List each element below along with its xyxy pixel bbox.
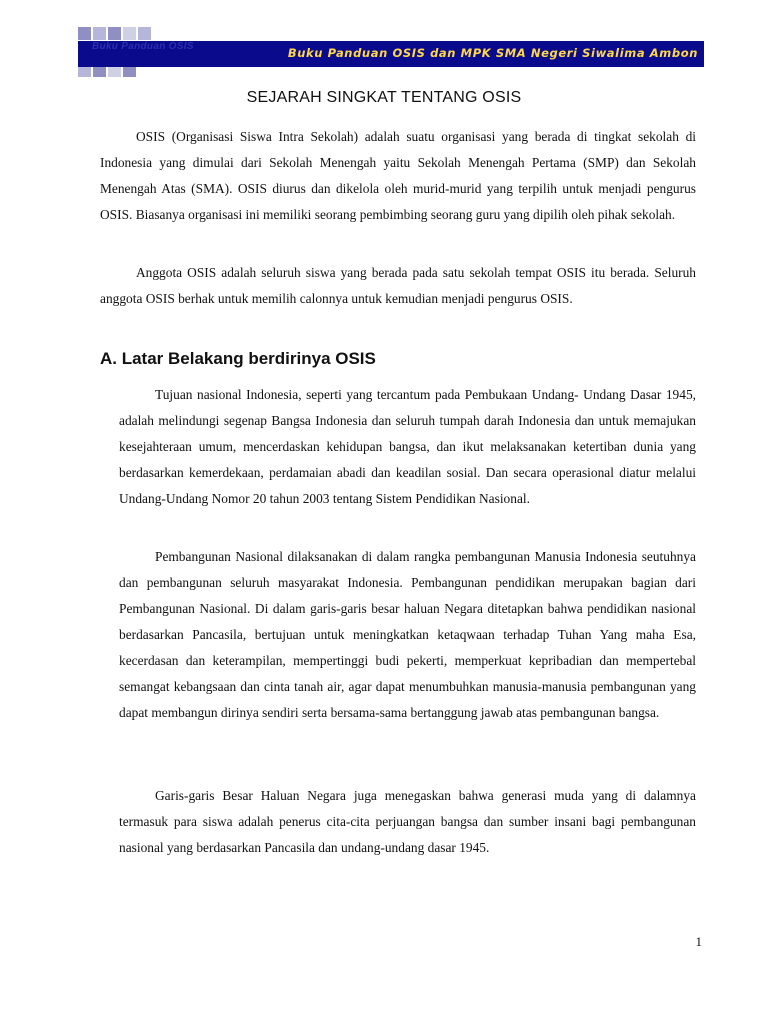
- page-number: 1: [695, 934, 702, 949]
- section-paragraph: Pembangunan Nasional dilaksanakan di dalam rangka pembangunan Manusia Indonesia seutuhnya dan pembangunan seluruh masyarakat Indonesia. Pembangunan pendidikan merupakan bagian dari Pembangunan Nasional. Di dalam garis-garis besar haluan Negara ditetapkan bahwa pendidikan nasional berdasarkan Pancasila, bertujuan untuk meningkatkan ketaqwaan terhadap Tuhan Yang maha Esa, kecerdasan dan keterampilan, mempertinggi budi pekerti, memperkuat kepribadian dan mempertebal semangat kebangsaan dan cinta tanah air, agar dapat menumbuhkan manusia-manusia pembangunan yang dapat membangun dirinya sendiri serta bersama-sama bertanggung jawab atas pembangunan bangsa.: [119, 549, 696, 720]
- intro-paragraph: Anggota OSIS adalah seluruh siswa yang berada pada satu sekolah tempat OSIS itu berada. Seluruh anggota OSIS berhak untuk memilih calonnya untuk kemudian menjadi pengurus OSIS.: [100, 265, 696, 306]
- section-paragraph: Garis-garis Besar Haluan Negara juga menegaskan bahwa generasi muda yang di dalamnya termasuk para siswa adalah penerus cita-cita perjuangan bangsa dan sumber insani bagi pembangunan nasional yang berdasarkan Pancasila dan undang-undang dasar 1945.: [119, 788, 696, 855]
- document-header: [78, 27, 704, 77]
- header-title: Buku Panduan OSIS dan MPK SMA Negeri Siwalima Ambon: [287, 46, 698, 60]
- intro-paragraph: OSIS (Organisasi Siswa Intra Sekolah) adalah suatu organisasi yang berada di tingkat sekolah di Indonesia yang dimulai dari Sekolah Menengah yaitu Sekolah Menengah Pertama (SMP) dan Sekolah Menengah Atas (SMA). OSIS diurus dan dikelola oleh murid-murid yang terpilih untuk menjadi pengurus OSIS. Biasanya organisasi ini memiliki seorang pembimbing seorang guru yang dipilih oleh pihak sekolah.: [100, 129, 696, 222]
- section-paragraph: Tujuan nasional Indonesia, seperti yang tercantum pada Pembukaan Undang- Undang Dasar 1945, adalah melindungi segenap Bangsa Indonesia dan seluruh tumpah darah Indonesia dan untuk memajukan kesejahteraan umum, mencerdaskan kehidupan bangsa, dan ikut melaksanakan ketertiban dunia yang berdasarkan kemerdekaan, perdamaian abadi dan keadilan sosial. Dan secara operasional diatur melalui Undang-Undang Nomor 20 tahun 2003 tentang Sistem Pendidikan Nasional.: [119, 387, 696, 506]
- document-title: SEJARAH SINGKAT TENTANG OSIS: [246, 89, 522, 106]
- section-heading: A. Latar Belakang berdirinya OSIS: [100, 349, 376, 368]
- header-faint-text: Buku Panduan OSIS: [92, 41, 194, 52]
